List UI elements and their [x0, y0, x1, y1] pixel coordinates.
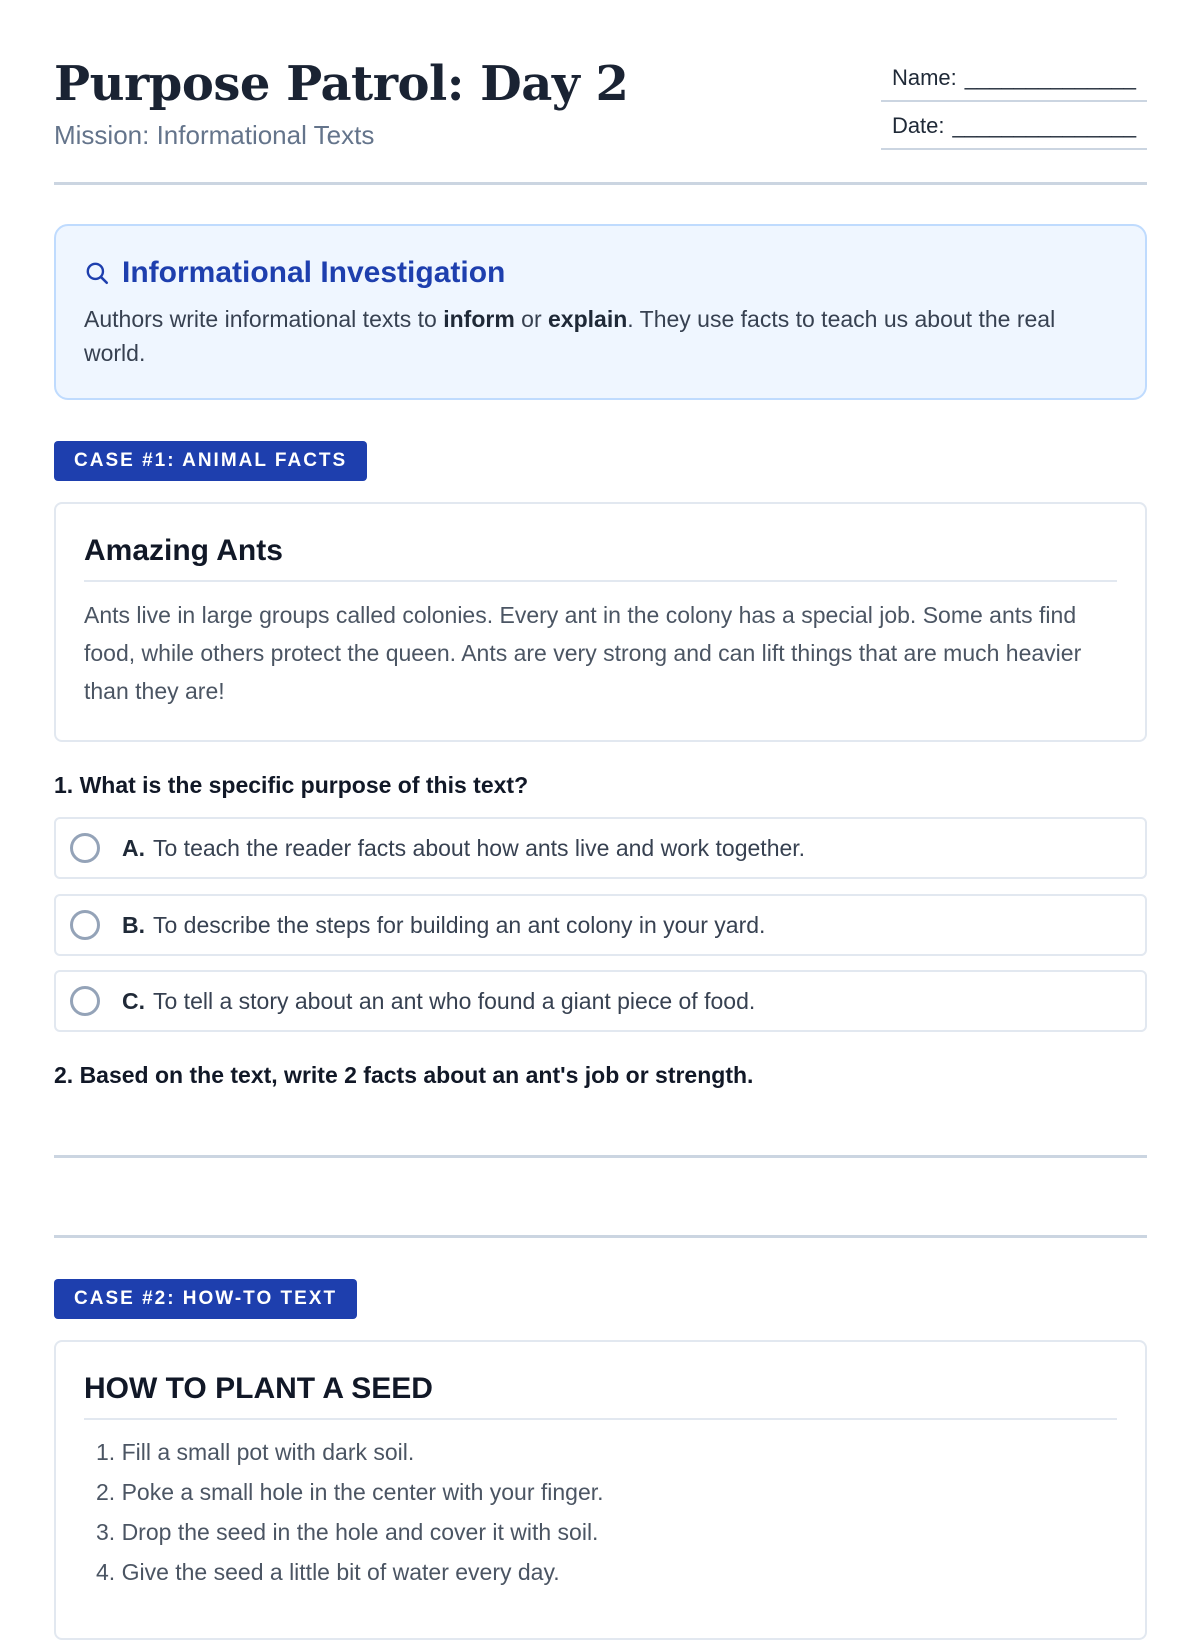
callout-keyword-explain: explain	[548, 306, 628, 332]
passage-title: Amazing Ants	[84, 534, 1117, 582]
radio-button[interactable]	[70, 833, 100, 863]
date-label: Date:	[891, 113, 945, 138]
option-letter: B.	[122, 911, 145, 938]
callout-keyword-inform: inform	[443, 306, 515, 332]
callout-text-part: Authors write informational texts to	[84, 306, 444, 332]
date-field[interactable]	[881, 104, 1147, 150]
question-1: 1. What is the specific purpose of this text?	[54, 772, 529, 798]
passage-title: HOW TO PLANT A SEED	[84, 1372, 1117, 1420]
name-label: Name:	[891, 65, 957, 90]
callout-title: Informational Investigation	[122, 256, 506, 289]
worksheet-page	[54, 0, 1147, 1585]
step-item: 3. Drop the seed in the hole and cover it with soil.	[96, 1519, 599, 1545]
answer-option-a[interactable]	[54, 817, 1147, 879]
name-blank: ______________	[964, 65, 1137, 90]
page-title: Purpose Patrol: Day 2	[54, 56, 629, 112]
case-2-badge: CASE #2: HOW-TO TEXT	[54, 1279, 357, 1319]
page-subtitle: Mission: Informational Texts	[54, 120, 375, 150]
radio-button[interactable]	[70, 910, 100, 940]
answer-option-b[interactable]	[54, 894, 1147, 956]
step-item: 2. Poke a small hole in the center with your finger.	[96, 1479, 604, 1505]
search-icon	[84, 260, 110, 286]
option-letter: A.	[122, 834, 145, 861]
radio-button[interactable]	[70, 986, 100, 1016]
date-blank: _______________	[952, 113, 1137, 138]
case-2-passage	[54, 1340, 1147, 1640]
option-text: To teach the reader facts about how ants live and work together.	[153, 834, 806, 861]
passage-text: Ants live in large groups called colonies. Every ant in the colony has a special job. Some ants find food, while others protect the queen. Ants are very strong and can lift things that are much heavier than they are!	[84, 602, 1082, 704]
callout-text	[84, 302, 1117, 370]
info-callout	[54, 224, 1147, 400]
option-letter: C.	[122, 987, 145, 1014]
answer-option-c[interactable]	[54, 970, 1147, 1032]
option-text: To tell a story about an ant who found a giant piece of food.	[153, 987, 756, 1014]
step-item: 1. Fill a small pot with dark soil.	[96, 1439, 415, 1465]
callout-text-part: . They use facts to teach us about the real world.	[84, 306, 1056, 366]
worksheet-header	[54, 0, 1147, 185]
steps-list	[84, 1432, 1117, 1592]
callout-text-part: or	[514, 306, 549, 332]
case-1-badge: CASE #1: ANIMAL FACTS	[54, 441, 367, 481]
callout-header	[84, 256, 1117, 290]
answer-line-2[interactable]	[54, 1235, 1147, 1238]
answer-line-1[interactable]	[54, 1155, 1147, 1158]
student-info	[881, 56, 1147, 150]
step-item: 4. Give the seed a little bit of water every day.	[96, 1559, 560, 1585]
name-field[interactable]	[881, 56, 1147, 102]
question-2: 2. Based on the text, write 2 facts about an ant's job or strength.	[54, 1062, 754, 1088]
option-text: To describe the steps for building an ant colony in your yard.	[153, 911, 766, 938]
case-1-passage	[54, 502, 1147, 742]
